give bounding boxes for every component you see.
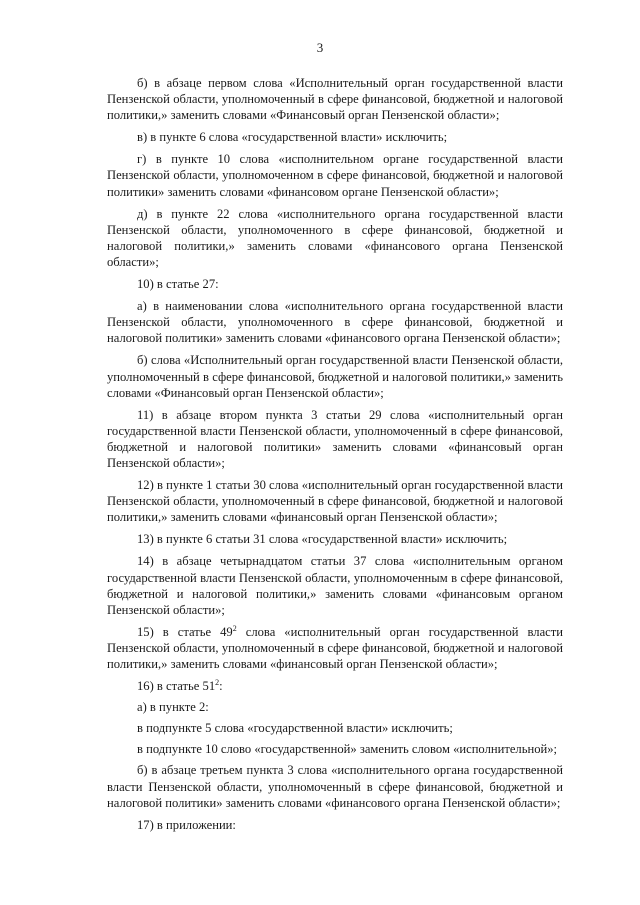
paragraph: б) в абзаце первом слова «Исполнительный орган государственной власти Пензенской области, уполномоченный в сфере финансовой, бюджетной и налоговой политики,» заменить словами «Финансовый орган Пензенской области»; (107, 76, 563, 123)
paragraph: 17) в приложении: (137, 817, 236, 832)
paragraph-16 (107, 678, 563, 694)
paragraph: г) в пункте 10 слова «исполнительном органе государственной власти Пензенской области, уполномоченном в сфере финансовой, бюджетной и налоговой политики» заменить словами «финансовом органе Пензенской области»; (107, 152, 563, 199)
paragraph: д) в пункте 22 слова «исполнительного органа государственной власти Пензенской области, уполномоченного в сфере финансовой, бюджетной и налоговой политики,» заменить словами «финансового органа Пензенской области»; (107, 206, 563, 269)
paragraph-15-rest: слова «исполнительный орган государственной власти Пензенской области, уполномоченный в сфере финансовой, бюджетной и налоговой политики,» заменить словами «финансовый орган Пензенской области»; (107, 624, 564, 671)
paragraph: 11) в абзаце втором пункта 3 статьи 29 слова «исполнительный орган государственной власти Пензенской области, уполномоченный в сфере финансовой, бюджетной и налоговой политики» заменить словами «финансовый орган Пензенской области»; (107, 407, 563, 470)
paragraph-16-rest: : (219, 679, 223, 694)
paragraph: в) в пункте 6 слова «государственной власти» исключить; (137, 130, 448, 145)
paragraph: а) в наименовании слова «исполнительного органа государственной власти Пензенской области, уполномоченного в сфере финансовой, бюджетной и налоговой политики» заменить словами «финансового органа Пензенской области»; (107, 299, 563, 346)
document-body (107, 75, 563, 839)
paragraph: 10) в статье 27: (137, 277, 219, 292)
page-number: 3 (316, 40, 324, 55)
paragraph: б) в абзаце третьем пункта 3 слова «исполнительного органа государственной власти Пензенской области, уполномоченный в сфере финансовой, бюджетной и налоговой политики» заменить словами «финансового органа Пензенской области»; (107, 763, 563, 810)
paragraph: а) в пункте 2: (137, 700, 209, 715)
superscript: 2 (215, 677, 220, 687)
paragraph-16-lead: 16) в статье 51 (137, 679, 216, 694)
paragraph: 14) в абзаце четырнадцатом статьи 37 слова «исполнительным органом государственной власти Пензенской области, уполномоченным в сфере финансовой, бюджетной и налоговой политики,» заменить словами «финансовым органом Пензенской области»; (107, 554, 563, 617)
superscript: 2 (232, 623, 237, 633)
paragraph: в подпункте 10 слово «государственной» заменить словом «исполнительной»; (137, 742, 558, 757)
paragraph: б) слова «Исполнительный орган государственной власти Пензенской области, уполномоченный в сфере финансовой, бюджетной и налоговой политики,» заменить словами «Финансовый орган Пензенской области»; (107, 353, 563, 400)
paragraph-15 (107, 624, 563, 672)
paragraph: в подпункте 5 слова «государственной власти» исключить; (137, 721, 453, 736)
paragraph-15-lead: 15) в статье 49 (137, 624, 233, 639)
paragraph: 12) в пункте 1 статьи 30 слова «исполнительный орган государственной власти Пензенской области, уполномоченный в сфере финансовой, бюджетной и налоговой политики,» заменить словами «финансовый орган Пензенской области»; (107, 478, 563, 525)
paragraph: 13) в пункте 6 статьи 31 слова «государственной власти» исключить; (137, 532, 508, 547)
